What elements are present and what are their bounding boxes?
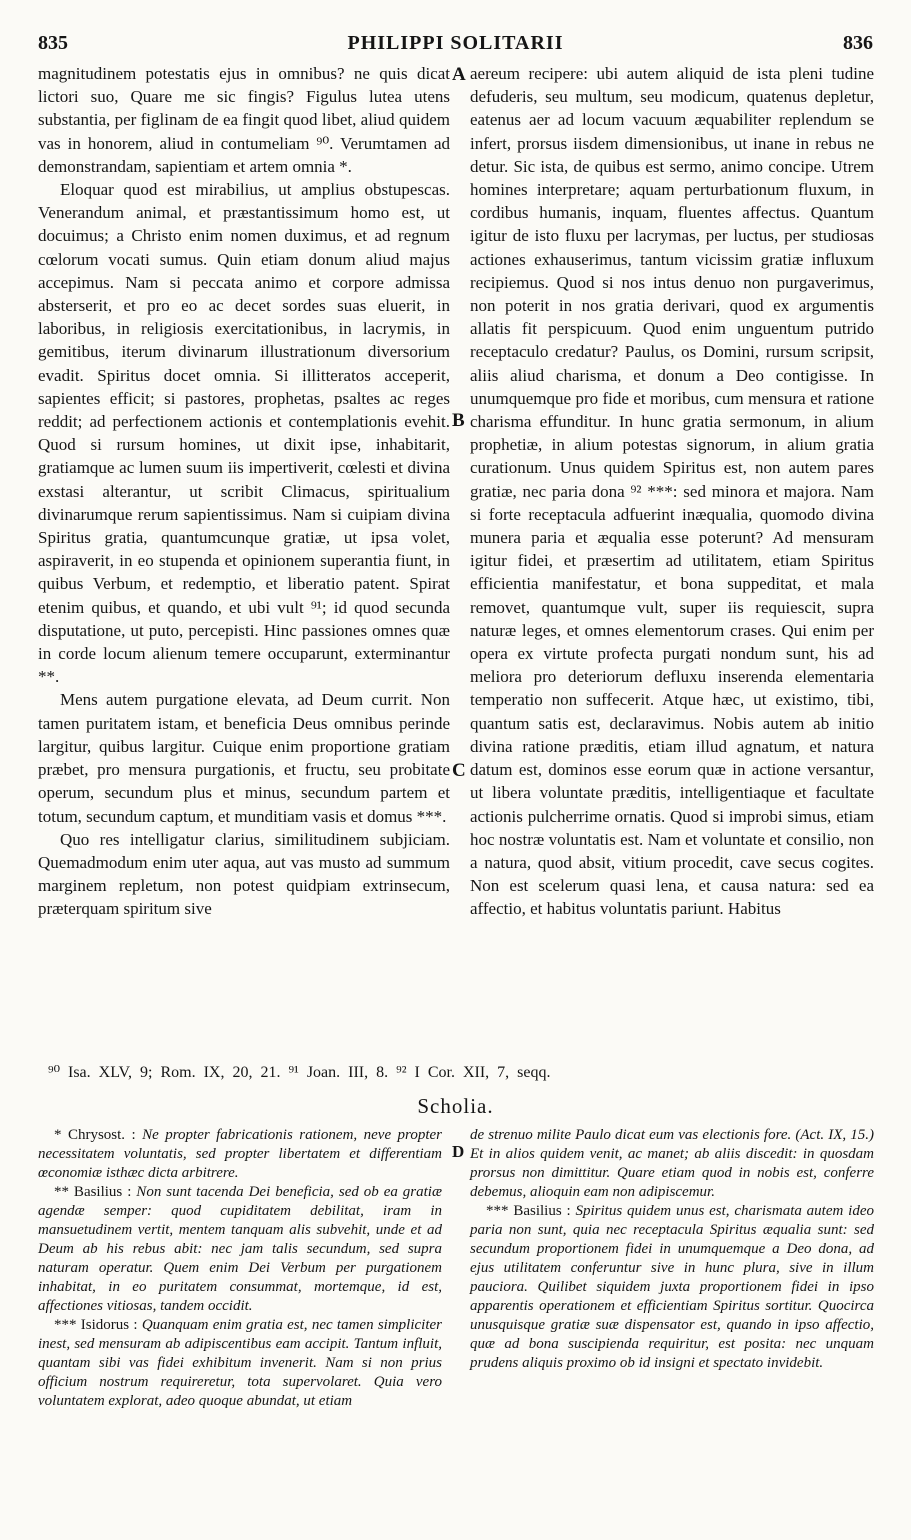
- scholion-author: ** Basilius :: [54, 1184, 132, 1200]
- scholion-text: Ne propter fabricationis rationem, neve propter necessitatem voluntatis, sed propter libertatem et differentiam œconomiæ isthæc dicta arbitrere.: [38, 1127, 442, 1181]
- scholion-author: *** Basilius :: [486, 1203, 571, 1219]
- scholion-text: Non sunt tacenda Dei beneficia, sed ob ea gratiæ agendæ semper: quod cupiditatem debilitat, iram in mansuetudinem vertit, mentem tanquam alis subvehit, unde et ad Deum ab his rebus abit: nec jam talis secundum, sed supra naturam operatur. Quem enim Dei Verbum per purgationem inhabitat, in eo puritatem consummat, mortemque, id est, affectiones vitiosas, tandem occidit.: [38, 1184, 442, 1314]
- margin-letter-b: B: [452, 410, 465, 431]
- scholion-author: * Chrysost. :: [54, 1127, 136, 1143]
- paragraph: magnitudinem potestatis ejus in omnibus? ne quis dicat lictori suo, Quare me sic fingis? Figulus lutea utens substantia, per figlinam de ea fingit quod libet, aliud quidem vas in honorem, aliud in contumeliam ⁹⁰. Verumtamen ad demonstrandam, sapientiam et artem omnia *.: [38, 64, 450, 176]
- scholion-entry: [470, 1202, 874, 1373]
- main-text-left-column: [38, 62, 450, 921]
- scholion-text: de strenuo milite Paulo dicat eum vas electionis fore. (Act. IX, 15.) Et in alios quidem venit, ac manet; ab aliis discedit: in quosdam prorsus non dimittitur. Quare etiam quod in nobis est, conferre debemus, alioquin eam non adipiscemur.: [470, 1127, 874, 1200]
- scholia-left-column: [38, 1126, 442, 1411]
- scholion-author: *** Isidorus :: [54, 1317, 138, 1333]
- margin-letter-a: A: [452, 64, 466, 85]
- running-header: [38, 32, 873, 62]
- footnotes: ⁹⁰ Isa. XLV, 9; Rom. IX, 20, 21. ⁹¹ Joan. III, 8. ⁹² I Cor. XII, 7, seqq.: [48, 1064, 551, 1081]
- scholion-entry: [38, 1183, 442, 1316]
- margin-letter-c: C: [452, 760, 466, 781]
- scholia-heading: Scholia.: [417, 1094, 494, 1118]
- scholia-right-column: [470, 1126, 874, 1373]
- page-number-right: 836: [843, 32, 873, 54]
- running-title: PHILIPPI SOLITARII: [347, 32, 564, 54]
- paragraph: Mens autem purgatione elevata, ad Deum currit. Non tamen puritatem istam, et beneficia Deus omnibus perinde largitur, quibus largitur. Cuique enim proportione gratiam præbet, pro mensura purgationis, et fructu, seu probitate operum, secundum plus et minus, secundum partem et totum, secundum captum, et munditiam vasis et domus ***.: [38, 690, 450, 826]
- paragraph: aereum recipere: ubi autem aliquid de ista pleni tudine defuderis, seu multum, seu modicum, quatenus depletur, eatenus aer ad locum vacuum æquabiliter replendum se infert, prorsus iisdem dimensionibus, ut inane in rebus ne detur. Sic ista, de quibus est sermo, animo concipe. Utrem homines interpretare; aquam perturbationum fluxum, in cordibus humanis, inquam, fluentes affectus. Quantum igitur de isto fluxu per lacrymas, per luctus, per studiosas actiones exhauserimus, tantum vicissim gratiæ influxum recipiemus. Quod si nos intus denuo non purgaverimus, non poterit in nos gratia derivari, quod ex argumentis allatis fit perspicuum. Quod enim unguentum putrido receptaculo credatur? Paulus, os Domini, rursum scripsit, aliis aliud charisma, et donum a Deo contigisse. In unumquemque pro fide et moribus, cum mensura et ratione charisma effunditur. In hunc gratia sermonum, in alium prophetiæ, in alium potestas signorum, in alium gratia curationum. Unus quidem Spiritus est, non autem pares gratiæ, nec paria dona ⁹² ***: sed minora et majora. Nam si forte receptacula adfuerint inæqualia, quomodo divina munera paria et æqualia esse poterunt? Ad mensuram igitur fidei, et præsertim ad utilitatem, etiam Spiritus efficientia manifestatur, et bona suppeditat, et mala removet, quantumque vult, super iis requiescit, supra naturæ leges, et omnes elementorum crases. Qui enim per opera ex virtute profecta purgati nondum sunt, his ad meliora pro deteriorum defluxu inserenda elementaria temperatio non suffecerit. Atque hæc, ut existimo, tibi, quantum satis est, declaravimus. Nobis autem ab initio divina ratione præditis, etiam illud agnatum, et natura datum est, dominos esse eorum quæ in actione versantur, ut libera voluntate præditis, intelligentiaque et facultate actionis pulcherrime ornatis. Quod si improbi simus, etiam hoc nostræ voluntatis est. Nam et voluntate et consilio, non a natura, quod absit, vitium procedit, cave secus cogites. Non est scelerum quasi lena, et causa natura: sed ea affectio, et habitus voluntatis pariunt. Habitus: [470, 64, 874, 919]
- scholion-text: Spiritus quidem unus est, charismata autem ideo paria non sunt, quia nec receptacula Spiritus æqualia sunt: sed secundum proportionem fidei in unumquemque a Deo dona, ad ejus utilitatem conferuntur sive in hunc plura, sive in illum pauciora. Quilibet siquidem juxta proportionem fidei in ipso apparentis operationem et efficientiam Spiritus sortitur. Quocirca unusquisque gratiæ suæ dispensator est, quando in ipso affectio, quæ ad bona suscipienda requiritur, est posita: nec unquam prudens aliquis proximo ob id insigni et spectato invidebit.: [470, 1203, 874, 1371]
- scholion-entry: [38, 1316, 442, 1411]
- scholion-entry: [470, 1126, 874, 1202]
- paragraph: Eloquar quod est mirabilius, ut amplius obstupescas. Venerandum animal, et præstantissimum homo est, ut docuimus; a Christo enim nomen duximus, et ad regnum cœlorum vocati sumus. Quin etiam donum aliud majus accepimus. Nam si peccata animo et corpore admissa absterserit, et pro eo ac decet sordes suas eluerit, in laboribus, in religiosis exercitationibus, in lacrymis, in gemitibus, iterum divinarum illustrationum diversorium evadit. Spiritus docet omnia. Si illitteratos acceperit, sapientes efficit; si pastores, prophetas, psaltes ac reges reddit; ad perfectionem actionis et contemplationis evehit. Quod si rursum homines, ut dixit ipse, inhabitarit, gratiamque ac lumen suum iis impertiverit, cœlesti et divina exstasi alterantur, ut scribit Climacus, spiritualium divinarumque rerum sapientissimus. Nam si cuipiam divina Spiritus gratia, quantumcunque gratiæ, ut ipsa volet, aspiraverit, in eo stupenda et opinionem superantia fiunt, in quibus Verbum, et redemptio, et liberatio patent. Spirat etenim quibus, et quando, et ubi vult ⁹¹; id quod secunda disputatione, ut puto, percepisti. Hinc passiones omnes quæ in corde locum alienum temere occuparunt, exterminantur **.: [38, 180, 450, 687]
- main-text-right-column: [470, 62, 874, 921]
- paragraph: Quo res intelligatur clarius, similitudinem subjiciam. Quemadmodum enim uter aqua, aut vas musto ad summum marginem repletum, non potest quidpiam extrinsecum, præterquam spiritum sive: [38, 829, 450, 919]
- page-number-left: 835: [38, 32, 68, 54]
- margin-letter-d: D: [452, 1142, 465, 1161]
- scholion-text: Quanquam enim gratia est, nec tamen simpliciter inest, sed mensuram ab adipiscentibus eam accipit. Tantum influit, quantam sibi vas fidei exhibitum invenerit. Nam si non prius officium nostrum requireretur, tota supervolaret. Quia vero voluntatem explorat, adeo quoque abundat, ut etiam: [38, 1317, 442, 1409]
- scholion-entry: [38, 1126, 442, 1183]
